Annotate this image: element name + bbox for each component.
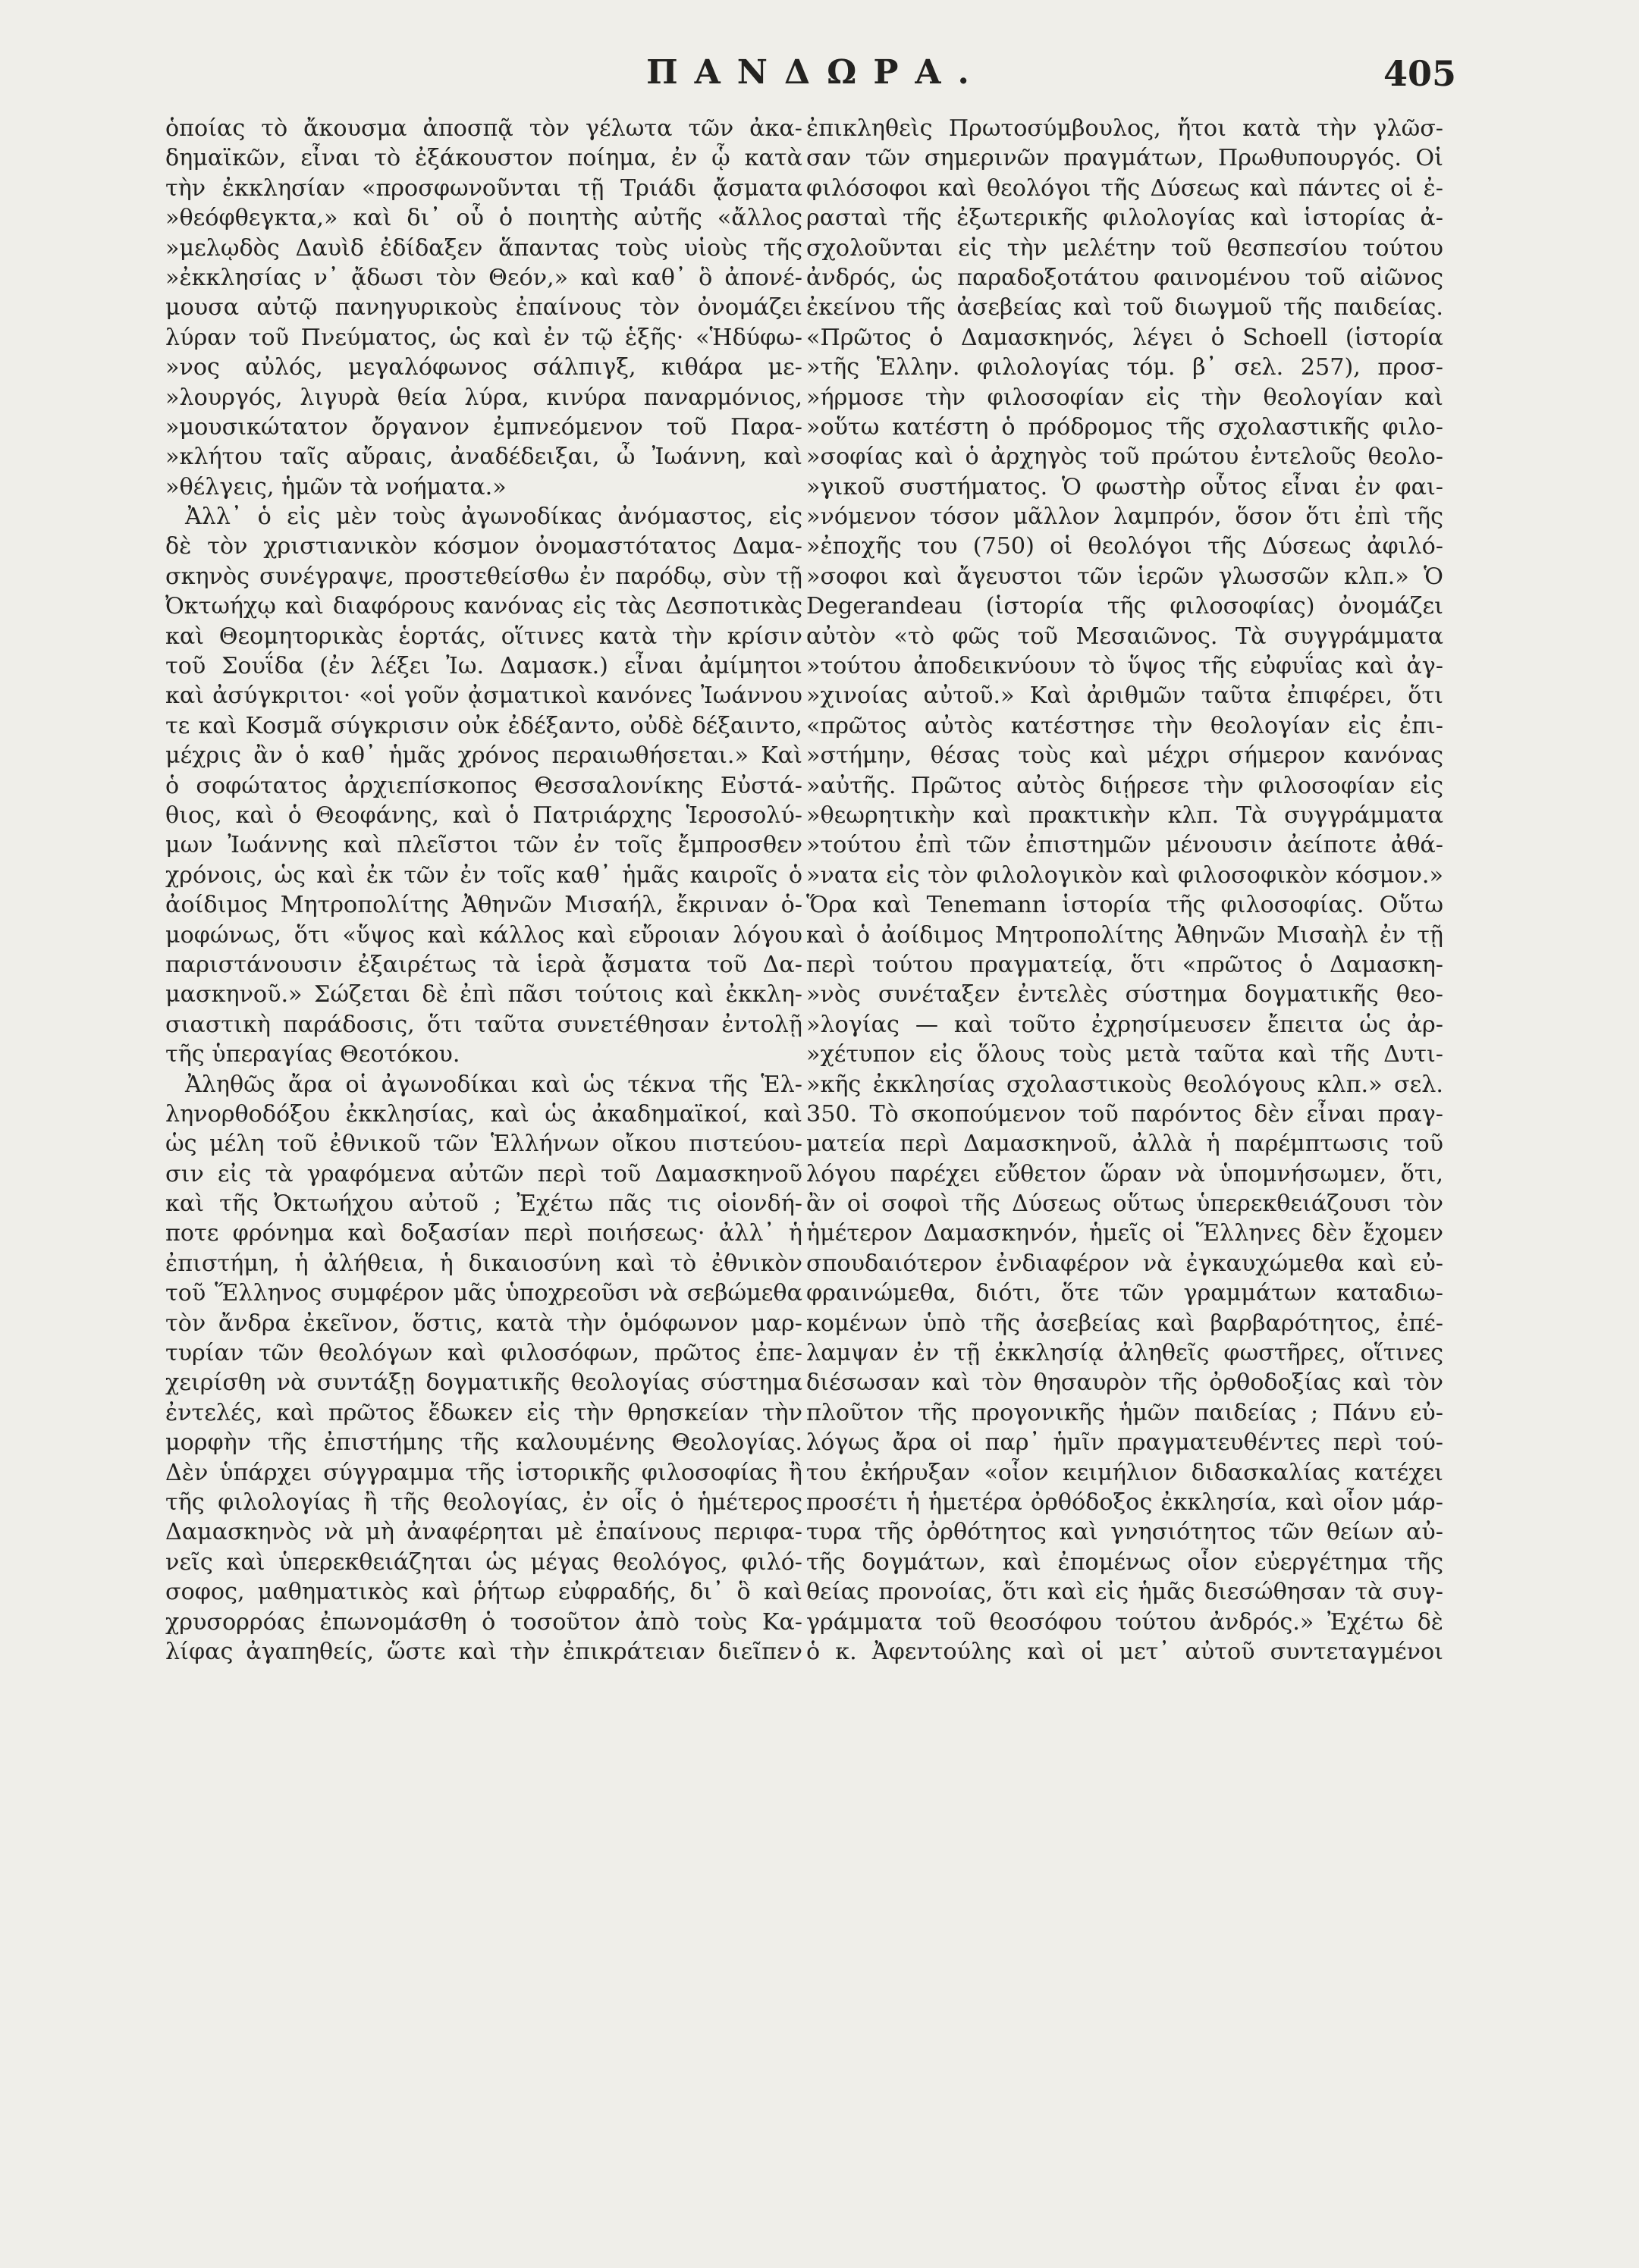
text-line: 350. Τὸ σκοπούμενον τοῦ παρόντος δὲν εἶναι πραγ-	[806, 1100, 1443, 1128]
text-line: ἐκείνου τῆς ἀσεβείας καὶ τοῦ διωγμοῦ τῆς παιδείας.	[806, 294, 1443, 322]
text-line: τῆς ὑπεραγίας Θεοτόκου.	[165, 1041, 460, 1068]
text-line: χειρίσθη νὰ συντάξῃ δογματικῆς θεολογίας σύστημα	[165, 1369, 802, 1397]
text-line: ὡς μέλη τοῦ ἐθνικοῦ τῶν Ἑλλήνων οἴκου πιστεύου-	[165, 1131, 802, 1158]
left-text-column	[165, 114, 802, 2237]
text-line: δημαϊκῶν, εἶναι τὸ ἐξάκουστον ποίημα, ἐν ᾧ κατὰ	[165, 145, 802, 172]
text-line: ληνορθοδόξου ἐκκλησίας, καὶ ὡς ἀκαδημαϊκοί, καὶ	[165, 1100, 802, 1128]
text-line: σιν εἰς τὰ γραφόμενα αὐτῶν περὶ τοῦ Δαμασκηνοῦ	[165, 1160, 802, 1187]
text-line: ὁ κ. Ἀφεντούλης καὶ οἱ μετ᾽ αὐτοῦ συντεταγμένοι	[806, 1638, 1443, 1665]
text-line: τυρα τῆς ὀρθότητος καὶ γνησιότητος τῶν θείων αὐ-	[806, 1519, 1443, 1546]
text-line: ἀοίδιμος Μητροπολίτης Ἀθηνῶν Μισαήλ, ἔκριναν ὁ-	[165, 892, 802, 919]
text-line: »μελῳδὸς Δαυὶδ ἐδίδαξεν ἅπαντας τοὺς υἱοὺς τῆς	[165, 234, 802, 262]
text-line: »ἐκκλησίας ν᾽ ᾄδωσι τὸν Θεόν,» καὶ καθ᾽ ὃ ἀπονέ-	[165, 264, 802, 291]
text-line: μορφὴν τῆς ἐπιστήμης τῆς καλουμένης Θεολογίας.	[165, 1429, 802, 1457]
text-line: φραινώμεθα, διότι, ὅτε τῶν γραμμάτων καταδιω-	[806, 1280, 1443, 1307]
text-line: »νος αὐλός, μεγαλόφωνος σάλπιγξ, κιθάρα με-	[165, 354, 802, 381]
text-line: χρυσορρόας ἐπωνομάσθη ὁ τοσοῦτον ἀπὸ τοὺς Κα-	[165, 1608, 802, 1636]
text-line: νεῖς καὶ ὑπερεκθειάζηται ὡς μέγας θεολόγος, φιλό-	[165, 1548, 802, 1576]
text-line: σχολοῦνται εἰς τὴν μελέτην τοῦ θεσπεσίου τούτου	[806, 234, 1443, 262]
text-line: »ήρμοσε τὴν φιλοσοφίαν εἰς τὴν θεολογίαν καὶ	[806, 384, 1443, 411]
text-line: τυρίαν τῶν θεολόγων καὶ φιλοσόφων, πρῶτος ἐπε-	[165, 1340, 802, 1367]
text-line: καὶ Θεομητορικὰς ἑορτάς, οἵτινες κατὰ τὴν κρίσιν	[165, 623, 802, 650]
text-line: τε καὶ Κοσμᾶ σύγκρισιν οὐκ ἐδέξαντο, οὐδὲ δέξαιντο,	[165, 712, 802, 739]
page-header	[159, 53, 1456, 114]
text-line: θιος, καὶ ὁ Θεοφάνης, καὶ ὁ Πατριάρχης Ἱεροσολύ-	[165, 801, 802, 829]
text-line: «Πρῶτος ὁ Δαμασκηνός, λέγει ὁ Schoell (ἱστορία	[806, 324, 1443, 351]
text-line: μουσα αὐτῷ πανηγυρικοὺς ἐπαίνους τὸν ὀνομάζει	[165, 294, 802, 322]
text-line: τοῦ Σουΐδα (ἐν λέξει Ἰω. Δαμασκ.) εἶναι ἀμίμητοι	[165, 653, 802, 680]
text-line: »κλήτου ταῖς αὔραις, ἀναδέδειξαι, ὦ Ἰωάννη, καὶ	[165, 444, 802, 471]
text-line: σιαστικὴ παράδοσις, ὅτι ταῦτα συνετέθησαν ἐντολῇ	[165, 1011, 802, 1038]
text-line: παριστάνουσιν ἐξαιρέτως τὰ ἱερὰ ᾄσματα τοῦ Δα-	[165, 951, 802, 978]
text-line: ἐπιστήμη, ἡ ἀλήθεια, ἡ δικαιοσύνη καὶ τὸ ἐθνικὸν	[165, 1250, 802, 1277]
text-line: σπουδαιότερον ἐνδιαφέρον νὰ ἐγκαυχώμεθα καὶ εὐ-	[806, 1250, 1443, 1277]
text-line: »τούτου ἀποδεικνύουν τὸ ὕψος τῆς εὐφυΐας καὶ ἀγ-	[806, 653, 1443, 680]
text-line: »τούτου ἐπὶ τῶν ἐπιστημῶν μένουσιν ἀείποτε ἀθά-	[806, 832, 1443, 859]
text-line: σκηνὸς συνέγραψε, προστεθείσθω ἐν παρόδῳ, σὺν τῇ	[165, 563, 802, 590]
text-line: μασκηνοῦ.» Σώζεται δὲ ἐπὶ πᾶσι τούτοις καὶ ἐκκλη-	[165, 981, 802, 1009]
text-line: Δαμασκηνὸς νὰ μὴ ἀναφέρηται μὲ ἐπαίνους περιφα-	[165, 1519, 802, 1546]
text-line: μοφώνως, ὅτι «ὕψος καὶ κάλλος καὶ εὔροιαν λόγου	[165, 921, 802, 949]
text-line: ἂν οἱ σοφοὶ τῆς Δύσεως οὕτως ὑπερεκθειάζουσι τὸν	[806, 1190, 1443, 1218]
text-line: τὴν ἐκκλησίαν «προσφωνοῦνται τῇ Τριάδι ᾄσματα	[165, 174, 802, 202]
text-line: θείας προνοίας, ὅτι καὶ εἰς ἡμᾶς διεσώθησαν τὰ συγ-	[806, 1579, 1443, 1606]
text-line: Δὲν ὑπάρχει σύγγραμμα τῆς ἱστορικῆς φιλοσοφίας ἢ	[165, 1459, 802, 1486]
text-line: λύραν τοῦ Πνεύματος, ὡς καὶ ἐν τῷ ἑξῆς· «Ἡδύφω-	[165, 324, 802, 351]
text-line: »σοφοι καὶ ἄγευστοι τῶν ἱερῶν γλωσσῶν κλπ.» Ὁ	[806, 563, 1443, 590]
page-number: 405	[1383, 53, 1456, 94]
text-line: Ἀληθῶς ἄρα οἱ ἀγωνοδίκαι καὶ ὡς τέκνα τῆς Ἑλ-	[185, 1071, 802, 1098]
text-line: καὶ ἀσύγκριτοι· «οἱ γοῦν ᾀσματικοὶ κανόνες Ἰωάννου	[165, 682, 802, 710]
text-line: »λουργός, λιγυρὰ θεία λύρα, κινύρα παναρμόνιος,	[165, 384, 802, 411]
text-line: καὶ ὁ ἀοίδιμος Μητροπολίτης Ἀθηνῶν Μισαὴλ ἐν τῇ	[806, 921, 1443, 949]
text-line: «πρῶτος αὐτὸς κατέστησε τὴν θεολογίαν εἰς ἐπι-	[806, 712, 1443, 739]
text-line: Degerandeau (ἱστορία τῆς φιλοσοφίας) ὀνομάζει	[806, 593, 1443, 620]
text-line: τῆς δογμάτων, καὶ ἐπομένως οἷον εὐεργέτημα τῆς	[806, 1548, 1443, 1576]
text-line: προσέτι ἡ ἡμετέρα ὀρθόδοξος ἐκκλησία, καὶ οἷον μάρ-	[806, 1488, 1443, 1516]
text-line: σοφος, μαθηματικὸς καὶ ῥήτωρ εὐφραδής, δι᾽ ὃ καὶ	[165, 1579, 802, 1606]
text-line: »κῆς ἐκκλησίας σχολαστικοὺς θεολόγους κλπ.» σελ.	[806, 1071, 1443, 1098]
text-line: »θεόφθεγκτα,» καὶ δι᾽ οὗ ὁ ποιητὴς αὐτῆς «ἄλλος	[165, 205, 802, 232]
text-line: »νόμενον τόσον μᾶλλον λαμπρόν, ὅσον ὅτι ἐπὶ τῆς	[806, 503, 1443, 531]
text-line: »θέλγεις, ἡμῶν τὰ νοήματα.»	[165, 473, 507, 500]
text-line: λόγως ἄρα οἱ παρ᾽ ἡμῖν πραγματευθέντες περὶ τού-	[806, 1429, 1443, 1457]
text-line: ὁποίας τὸ ἄκουσμα ἀποσπᾷ τὸν γέλωτα τῶν ἀκα-	[165, 115, 802, 142]
text-line: φιλόσοφοι καὶ θεολόγοι τῆς Δύσεως καὶ πάντες οἱ ἐ-	[806, 174, 1443, 202]
text-line: ματεία περὶ Δαμασκηνοῦ, ἀλλὰ ἡ παρέμπτωσις τοῦ	[806, 1131, 1443, 1158]
text-line: πλοῦτον τῆς προγονικῆς ἡμῶν παιδείας ; Πάνυ εὐ-	[806, 1399, 1443, 1426]
text-line: περὶ τούτου πραγματείᾳ, ὅτι «πρῶτος ὁ Δαμασκη-	[806, 951, 1443, 978]
text-line: ἐντελές, καὶ πρῶτος ἔδωκεν εἰς τὴν θρησκείαν τὴν	[165, 1399, 802, 1426]
text-line: ἀνδρός, ὡς παραδοξοτάτου φαινομένου τοῦ αἰῶνος	[806, 264, 1443, 291]
text-line: καὶ τῆς Ὀκτωήχου αὐτοῦ ; Ἐχέτω πᾶς τις οἱονδή-	[165, 1190, 802, 1218]
running-title: ΠΑΝΔΩΡΑ.	[646, 53, 986, 92]
text-line: μων Ἰωάννης καὶ πλεῖστοι τῶν ἐν τοῖς ἔμπροσθεν	[165, 832, 802, 859]
text-line: ἡμέτερον Δαμασκηνόν, ἡμεῖς οἱ Ἕλληνες δὲν ἔχομεν	[806, 1220, 1443, 1247]
text-line: ἐπικληθεὶς Πρωτοσύμβουλος, ἤτοι κατὰ τὴν γλῶσ-	[806, 115, 1443, 142]
text-line: »νὸς συνέταξεν ἐντελὲς σύστημα δογματικῆς θεο-	[806, 981, 1443, 1009]
text-line: Ὅρα καὶ Tenemann ἱστορία τῆς φιλοσοφίας. Οὕτω	[806, 892, 1443, 919]
text-line: τῆς φιλολογίας ἢ τῆς θεολογίας, ἐν οἷς ὁ ἡμέτερος	[165, 1488, 802, 1516]
text-line: Ἀλλ᾽ ὁ εἰς μὲν τοὺς ἀγωνοδίκας ἀνόμαστος, εἰς	[185, 503, 802, 531]
text-line: ποτε φρόνημα καὶ δοξασίαν περὶ ποιήσεως· ἀλλ᾽ ἡ	[165, 1220, 802, 1247]
text-line: »οὕτω κατέστη ὁ πρόδρομος τῆς σχολαστικῆς φιλο-	[806, 413, 1443, 441]
text-line: »χινοίας αὐτοῦ.» Καὶ ἀριθμῶν ταῦτα ἐπιφέρει, ὅτι	[806, 682, 1443, 710]
text-line: ὁ σοφώτατος ἀρχιεπίσκοπος Θεσσαλονίκης Εὐστά-	[165, 772, 802, 799]
text-line: »νατα εἰς τὸν φιλολογικὸν καὶ φιλοσοφικὸν κόσμον.»	[806, 861, 1443, 889]
text-line: »σοφίας καὶ ὁ ἀρχηγὸς τοῦ πρώτου ἐντελοῦς θεολο-	[806, 444, 1443, 471]
text-line: διέσωσαν καὶ τὸν θησαυρὸν τῆς ὀρθοδοξίας καὶ τὸν	[806, 1369, 1443, 1397]
text-line: κομένων ὑπὸ τῆς ἀσεβείας καὶ βαρβαρότητος, ἐπέ-	[806, 1310, 1443, 1337]
text-line: ρασταὶ τῆς ἐξωτερικῆς φιλολογίας καὶ ἱστορίας ἀ-	[806, 205, 1443, 232]
text-line: »αὐτῆς. Πρῶτος αὐτὸς διῄρεσε τὴν φιλοσοφίαν εἰς	[806, 772, 1443, 799]
text-line: »μουσικώτατον ὄργανον ἐμπνεόμενον τοῦ Παρα-	[165, 413, 802, 441]
text-line: δὲ τὸν χριστιανικὸν κόσμον ὀνομαστότατος Δαμα-	[165, 533, 802, 560]
text-line: »χέτυπον εἰς ὅλους τοὺς μετὰ ταῦτα καὶ τῆς Δυτι-	[806, 1041, 1443, 1068]
right-text-column	[806, 114, 1443, 2237]
text-line: γράμματα τοῦ θεοσόφου τούτου ἀνδρός.» Ἐχέτω δὲ	[806, 1608, 1443, 1636]
text-line: »τῆς Ἑλλην. φιλολογίας τόμ. β᾽ σελ. 257), προσ-	[806, 354, 1443, 381]
text-line: σαν τῶν σημερινῶν πραγμάτων, Πρωθυπουργός. Οἱ	[806, 145, 1443, 172]
text-line: του ἐκήρυξαν «οἷον κειμήλιον διδασκαλίας κατέχει	[806, 1459, 1443, 1486]
text-line: »θεωρητικὴν καὶ πρακτικὴν κλπ. Τὰ συγγράμματα	[806, 801, 1443, 829]
text-line: λαμψαν ἐν τῇ ἐκκλησίᾳ ἀληθεῖς φωστῆρες, οἵτινες	[806, 1340, 1443, 1367]
text-line: »στήμην, θέσας τοὺς καὶ μέχρι σήμερον κανόνας	[806, 742, 1443, 770]
text-line: »γικοῦ συστήματος. Ὁ φωστὴρ οὗτος εἶναι ἐν φαι-	[806, 473, 1443, 500]
text-line: μέχρις ἂν ὁ καθ᾽ ἡμᾶς χρόνος περαιωθήσεται.» Καὶ	[165, 742, 802, 770]
text-line: τοῦ Ἕλληνος συμφέρον μᾶς ὑποχρεοῦσι νὰ σεβώμεθα	[165, 1280, 802, 1307]
text-line: τὸν ἄνδρα ἐκεῖνον, ὅστις, κατὰ τὴν ὁμόφωνον μαρ-	[165, 1310, 802, 1337]
text-line: »ἐποχῆς του (750) οἱ θεολόγοι τῆς Δύσεως ἀφιλό-	[806, 533, 1443, 560]
text-line: Ὀκτωήχῳ καὶ διαφόρους κανόνας εἰς τὰς Δεσποτικὰς	[165, 593, 802, 620]
text-line: χρόνοις, ὡς καὶ ἐκ τῶν ἐν τοῖς καθ᾽ ἡμᾶς καιροῖς ὁ	[165, 861, 802, 889]
text-line: »λογίας — καὶ τοῦτο ἐχρησίμευσεν ἔπειτα ὡς ἀρ-	[806, 1011, 1443, 1038]
text-line: αὐτὸν «τὸ φῶς τοῦ Μεσαιῶνος. Τὰ συγγράμματα	[806, 623, 1443, 650]
text-line: λίφας ἀγαπηθείς, ὥστε καὶ τὴν ἐπικράτειαν διεῖπεν	[165, 1638, 802, 1665]
text-line: λόγου παρέχει εὔθετον ὥραν νὰ ὑπομνήσωμεν, ὅτι,	[806, 1160, 1443, 1187]
